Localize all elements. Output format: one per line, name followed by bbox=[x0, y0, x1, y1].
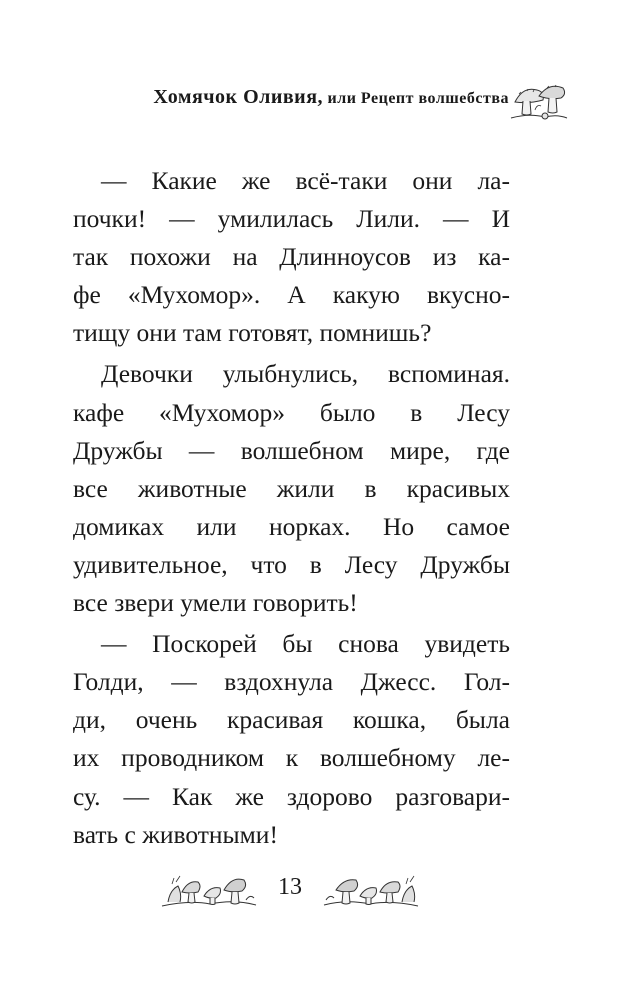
mushroom-cluster-icon bbox=[322, 872, 420, 912]
page-body-text bbox=[73, 162, 510, 854]
text-line: все звери умели говорить! bbox=[73, 588, 358, 618]
text-line: су. — Как же здорово разговари- bbox=[73, 781, 510, 811]
book-title-main: Хомячок Оливия, bbox=[153, 86, 324, 108]
mushroom-illustration-icon bbox=[509, 80, 569, 124]
text-line: почки! — умилилась Лили. — И bbox=[73, 204, 510, 234]
text-line: Голди, — вздохнула Джесс. Гол- bbox=[73, 667, 510, 697]
text-line: кафе «Мухомор» было в Лесу bbox=[73, 397, 510, 427]
text-line: вать с животными! bbox=[73, 819, 278, 849]
text-line: — Поскорей бы снова увидеть bbox=[101, 629, 510, 659]
text-line: домиках или норках. Но самое bbox=[73, 511, 510, 541]
text-line: все животные жили в красивых bbox=[73, 473, 510, 503]
text-line: фе «Мухомор». А какую вкусно- bbox=[73, 280, 510, 310]
text-line: — Какие же всё-таки они ла- bbox=[101, 166, 510, 195]
page-footer bbox=[0, 866, 619, 916]
text-line: их проводником к волшебному ле- bbox=[73, 743, 510, 773]
text-line: так похожи на Длинноусов из ка- bbox=[73, 242, 510, 272]
paragraph bbox=[73, 625, 510, 854]
book-title-sub: или Рецепт волшебства bbox=[327, 90, 509, 107]
text-line: удивительное, что в Лесу Дружбы bbox=[73, 549, 510, 579]
paragraph bbox=[73, 162, 510, 352]
text-line: Дружбы — волшебном мире, где bbox=[73, 435, 510, 465]
book-title bbox=[153, 86, 509, 109]
page-number: 13 bbox=[278, 874, 302, 900]
paragraph bbox=[73, 355, 510, 622]
text-line: тищу они там готовят, помнишь? bbox=[73, 318, 432, 348]
running-header bbox=[0, 80, 619, 124]
text-line: Девочки улыбнулись, вспоминая. bbox=[101, 359, 510, 389]
text-line: ди, очень красивая кошка, была bbox=[73, 705, 510, 735]
mushroom-cluster-icon bbox=[160, 872, 258, 912]
